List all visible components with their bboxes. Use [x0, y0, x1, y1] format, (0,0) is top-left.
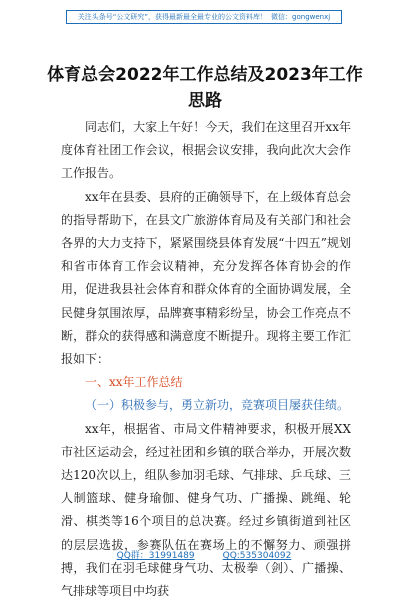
- banner-wechat-text: 微信：gongwenxj: [271, 13, 331, 21]
- paragraph-greeting: 同志们，大家上午好！今天，我们在这里召开xx年度体育社团工作会议，根据会议安排，我向此次大会作工作报告。: [61, 120, 351, 181]
- footer-qq: QQ:535304092: [222, 551, 292, 561]
- banner-promo-text: 关注头条号“公文研究”，获得最新最全最专业的公文资料库！: [77, 13, 268, 21]
- footer-qq-group: QQ群：31991489: [116, 551, 195, 561]
- paragraph-competition: xx年，根据省、市局文件精神要求，积极开展XX市社区运动会，经过社团和乡镇的联合举办，开展次数达120次以上，组队参加羽毛球、气排球、乒乓球、三人制篮球、健身瑜伽、健身气功、广播操、跳绳、轮滑、棋类等16个项目的总决赛。经过乡镇街道到社区的层层选拔，参赛队伍在赛场上的不懈努力、顽强拼搏，我们在羽毛球健身气功、太极拳（剑）、广播操、气排球等项目中均获: [61, 421, 351, 599]
- section-heading: 一、xx年工作总结: [85, 375, 183, 390]
- paragraph-overview: xx年在县委、县府的正确领导下，在上级体育总会的指导帮助下，在县文广旅游体育局及有关部门和社会各界的大力支持下，紧紧围绕县体育发展“十四五”规划和省市体育工作会议精神，充分发挥各体育协会的作用，促进我县社会体育和群众体育的全面协调发展，全民健身氛围浓厚，品牌赛事精彩纷呈，协会工作亮点不断，群众的获得感和满意度不断提升。现将主要工作汇报如下：: [61, 189, 351, 367]
- subsection-heading: （一）积极参与，勇立新功，竞赛项目屡获佳绩。: [85, 398, 350, 413]
- document-body: [61, 116, 351, 603]
- footer-contact: [0, 548, 408, 561]
- top-banner: [66, 10, 342, 24]
- document-title: 体育总会2022年工作总结及2023年工作思路: [47, 65, 363, 111]
